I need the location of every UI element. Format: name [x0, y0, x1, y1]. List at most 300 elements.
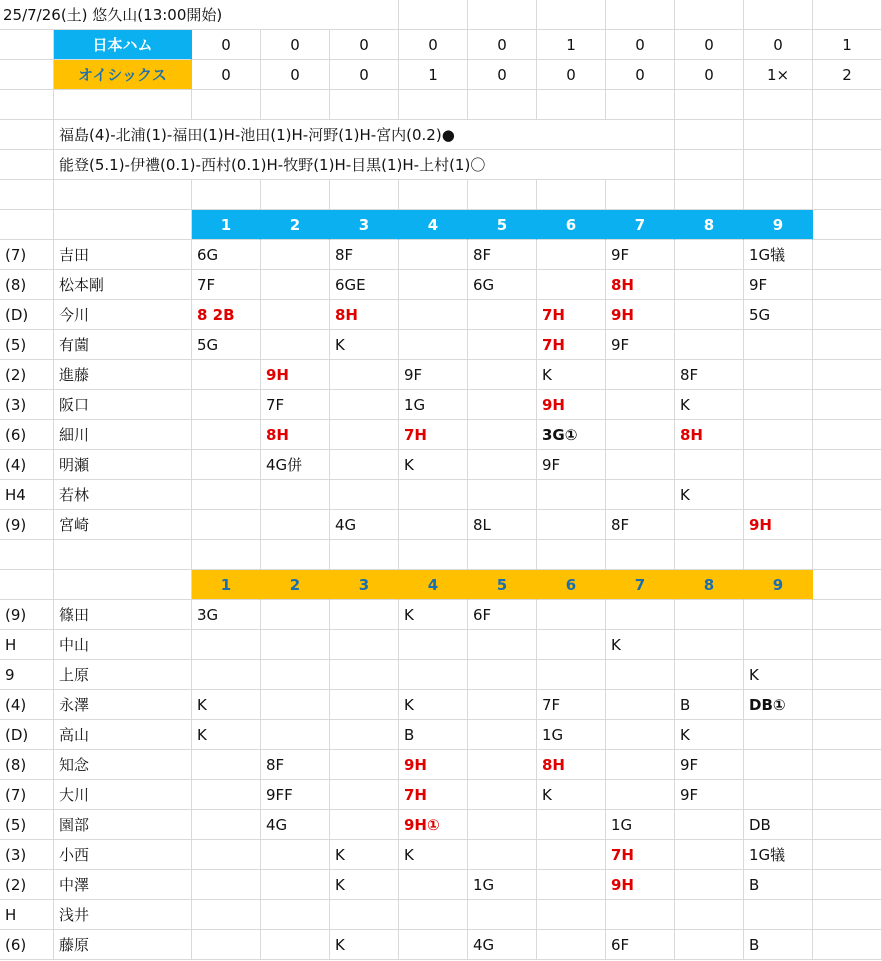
batter-name[interactable]: 浅井 — [54, 900, 192, 930]
cell[interactable] — [744, 720, 813, 750]
at-bat-result[interactable]: 7F — [192, 270, 261, 300]
inning-header[interactable]: 6 — [537, 570, 606, 600]
inning-header[interactable]: 4 — [399, 570, 468, 600]
cell[interactable] — [468, 720, 537, 750]
cell[interactable] — [813, 750, 882, 780]
cell[interactable] — [675, 270, 744, 300]
at-bat-result[interactable]: K — [399, 840, 468, 870]
cell[interactable] — [261, 330, 330, 360]
cell[interactable] — [399, 270, 468, 300]
cell[interactable] — [813, 900, 882, 930]
cell[interactable] — [606, 120, 675, 150]
at-bat-result[interactable]: K — [330, 870, 399, 900]
batter-position[interactable]: (9) — [0, 600, 54, 630]
batter-position[interactable]: H4 — [0, 480, 54, 510]
at-bat-result[interactable]: 1G — [537, 720, 606, 750]
cell[interactable] — [468, 390, 537, 420]
batter-position[interactable]: (D) — [0, 720, 54, 750]
linescore-score[interactable]: 0 — [261, 30, 330, 60]
at-bat-result[interactable]: 9H — [744, 510, 813, 540]
cell[interactable] — [813, 630, 882, 660]
cell[interactable] — [330, 420, 399, 450]
cell[interactable] — [399, 510, 468, 540]
at-bat-result[interactable]: 4G — [330, 510, 399, 540]
batter-position[interactable]: (4) — [0, 690, 54, 720]
cell[interactable] — [675, 840, 744, 870]
linescore-score[interactable]: 0 — [675, 60, 744, 90]
at-bat-result[interactable]: B — [675, 690, 744, 720]
at-bat-result[interactable]: 8F — [330, 240, 399, 270]
batter-position[interactable]: (6) — [0, 420, 54, 450]
inning-header[interactable]: 7 — [606, 570, 675, 600]
at-bat-result[interactable]: 8H — [675, 420, 744, 450]
cell[interactable] — [813, 270, 882, 300]
inning-header[interactable]: 2 — [261, 210, 330, 240]
cell[interactable] — [54, 540, 192, 570]
cell[interactable] — [813, 540, 882, 570]
cell[interactable] — [606, 540, 675, 570]
cell[interactable] — [675, 240, 744, 270]
cell[interactable] — [744, 630, 813, 660]
at-bat-result[interactable]: 7H — [537, 300, 606, 330]
batter-name[interactable]: 進藤 — [54, 360, 192, 390]
linescore-score[interactable]: 0 — [261, 60, 330, 90]
cell[interactable] — [675, 600, 744, 630]
at-bat-result[interactable]: 3G① — [537, 420, 606, 450]
batter-name[interactable]: 阪口 — [54, 390, 192, 420]
at-bat-result[interactable]: B — [744, 930, 813, 960]
cell[interactable] — [330, 540, 399, 570]
cell[interactable] — [606, 90, 675, 120]
inning-header[interactable]: 8 — [675, 210, 744, 240]
linescore-score[interactable]: 0 — [330, 60, 399, 90]
cell[interactable] — [192, 930, 261, 960]
cell[interactable] — [537, 540, 606, 570]
cell[interactable] — [537, 870, 606, 900]
cell[interactable] — [813, 330, 882, 360]
batter-position[interactable]: (9) — [0, 510, 54, 540]
pitcher-line[interactable]: 能登(5.1)-伊禮(0.1)-西村(0.1)H-牧野(1)H-目黒(1)H-上村(1)〇 — [54, 150, 606, 180]
at-bat-result[interactable]: 9F — [675, 750, 744, 780]
cell[interactable] — [537, 810, 606, 840]
batter-name[interactable]: 細川 — [54, 420, 192, 450]
cell[interactable] — [399, 930, 468, 960]
cell[interactable] — [813, 570, 882, 600]
at-bat-result[interactable]: 8F — [468, 240, 537, 270]
cell[interactable] — [813, 780, 882, 810]
cell[interactable] — [399, 330, 468, 360]
inning-header[interactable]: 3 — [330, 570, 399, 600]
at-bat-result[interactable]: 9F — [399, 360, 468, 390]
cell[interactable] — [813, 0, 882, 30]
at-bat-result[interactable]: K — [537, 780, 606, 810]
cell[interactable] — [192, 870, 261, 900]
at-bat-result[interactable]: 1G — [606, 810, 675, 840]
inning-header[interactable]: 7 — [606, 210, 675, 240]
batter-name[interactable]: 永澤 — [54, 690, 192, 720]
cell[interactable] — [399, 900, 468, 930]
cell[interactable] — [54, 90, 192, 120]
cell[interactable] — [675, 870, 744, 900]
cell[interactable] — [330, 780, 399, 810]
at-bat-result[interactable]: 4G — [261, 810, 330, 840]
cell[interactable] — [744, 480, 813, 510]
cell[interactable] — [813, 660, 882, 690]
cell[interactable] — [54, 570, 192, 600]
cell[interactable] — [744, 120, 813, 150]
at-bat-result[interactable]: 8H — [606, 270, 675, 300]
cell[interactable] — [330, 360, 399, 390]
at-bat-result[interactable]: 8F — [675, 360, 744, 390]
at-bat-result[interactable]: K — [192, 690, 261, 720]
batter-position[interactable]: (5) — [0, 810, 54, 840]
batter-name[interactable]: 知念 — [54, 750, 192, 780]
at-bat-result[interactable]: K — [744, 660, 813, 690]
batter-name[interactable]: 中澤 — [54, 870, 192, 900]
cell[interactable] — [468, 750, 537, 780]
cell[interactable] — [330, 810, 399, 840]
at-bat-result[interactable]: 9H① — [399, 810, 468, 840]
cell[interactable] — [261, 630, 330, 660]
cell[interactable] — [744, 0, 813, 30]
cell[interactable] — [330, 750, 399, 780]
cell[interactable] — [813, 510, 882, 540]
linescore-score[interactable]: 0 — [606, 30, 675, 60]
inning-header[interactable]: 9 — [744, 210, 813, 240]
at-bat-result[interactable]: K — [537, 360, 606, 390]
at-bat-result[interactable]: 6F — [468, 600, 537, 630]
cell[interactable] — [744, 750, 813, 780]
at-bat-result[interactable]: K — [399, 450, 468, 480]
cell[interactable] — [675, 630, 744, 660]
cell[interactable] — [813, 240, 882, 270]
linescore-score[interactable]: 0 — [192, 60, 261, 90]
cell[interactable] — [606, 780, 675, 810]
cell[interactable] — [813, 360, 882, 390]
at-bat-result[interactable]: 9F — [606, 330, 675, 360]
batter-position[interactable]: (8) — [0, 270, 54, 300]
linescore-score[interactable]: 1× — [744, 60, 813, 90]
cell[interactable] — [606, 750, 675, 780]
cell[interactable] — [192, 510, 261, 540]
inning-header[interactable]: 1 — [192, 570, 261, 600]
cell[interactable] — [468, 90, 537, 120]
at-bat-result[interactable]: 1G犠 — [744, 240, 813, 270]
cell[interactable] — [537, 840, 606, 870]
at-bat-result[interactable]: 7F — [261, 390, 330, 420]
cell[interactable] — [192, 810, 261, 840]
batter-position[interactable]: (2) — [0, 360, 54, 390]
linescore-score[interactable]: 0 — [606, 60, 675, 90]
at-bat-result[interactable]: K — [399, 690, 468, 720]
linescore-score[interactable]: 0 — [675, 30, 744, 60]
cell[interactable] — [0, 180, 54, 210]
cell[interactable] — [537, 660, 606, 690]
at-bat-result[interactable]: 5G — [744, 300, 813, 330]
cell[interactable] — [813, 450, 882, 480]
at-bat-result[interactable]: 9FF — [261, 780, 330, 810]
cell[interactable] — [537, 600, 606, 630]
batter-position[interactable]: (6) — [0, 930, 54, 960]
cell[interactable] — [744, 180, 813, 210]
cell[interactable] — [468, 810, 537, 840]
at-bat-result[interactable]: 9F — [606, 240, 675, 270]
cell[interactable] — [192, 450, 261, 480]
linescore-score[interactable]: 0 — [330, 30, 399, 60]
cell[interactable] — [468, 690, 537, 720]
cell[interactable] — [330, 900, 399, 930]
linescore-score[interactable]: 1 — [399, 60, 468, 90]
cell[interactable] — [261, 510, 330, 540]
at-bat-result[interactable]: 9H — [606, 300, 675, 330]
cell[interactable] — [813, 600, 882, 630]
batter-name[interactable]: 大川 — [54, 780, 192, 810]
cell[interactable] — [606, 0, 675, 30]
cell[interactable] — [192, 780, 261, 810]
cell[interactable] — [606, 420, 675, 450]
cell[interactable] — [606, 690, 675, 720]
cell[interactable] — [261, 180, 330, 210]
cell[interactable] — [744, 540, 813, 570]
cell[interactable] — [744, 150, 813, 180]
at-bat-result[interactable]: K — [330, 840, 399, 870]
at-bat-result[interactable]: K — [330, 930, 399, 960]
cell[interactable] — [744, 450, 813, 480]
cell[interactable] — [537, 180, 606, 210]
cell[interactable] — [606, 180, 675, 210]
cell[interactable] — [261, 270, 330, 300]
inning-header[interactable]: 5 — [468, 570, 537, 600]
cell[interactable] — [675, 180, 744, 210]
pitcher-line[interactable]: 福島(4)-北浦(1)-福田(1)H-池田(1)H-河野(1)H-宮内(0.2)● — [54, 120, 606, 150]
batter-name[interactable]: 高山 — [54, 720, 192, 750]
batter-name[interactable]: 今川 — [54, 300, 192, 330]
cell[interactable] — [675, 300, 744, 330]
cell[interactable] — [330, 450, 399, 480]
batter-name[interactable]: 園部 — [54, 810, 192, 840]
at-bat-result[interactable]: K — [399, 600, 468, 630]
at-bat-result[interactable]: 4G併 — [261, 450, 330, 480]
cell[interactable] — [675, 90, 744, 120]
inning-header[interactable]: 6 — [537, 210, 606, 240]
cell[interactable] — [813, 420, 882, 450]
cell[interactable] — [330, 690, 399, 720]
inning-header[interactable]: 8 — [675, 570, 744, 600]
cell[interactable] — [606, 900, 675, 930]
batter-position[interactable]: H — [0, 900, 54, 930]
cell[interactable] — [192, 900, 261, 930]
page-title[interactable]: 25/7/26(土) 悠久山(13:00開始) — [0, 0, 330, 30]
at-bat-result[interactable]: 9F — [744, 270, 813, 300]
cell[interactable] — [0, 60, 54, 90]
cell[interactable] — [468, 360, 537, 390]
cell[interactable] — [606, 150, 675, 180]
cell[interactable] — [399, 300, 468, 330]
cell[interactable] — [261, 90, 330, 120]
batter-name[interactable]: 松本剛 — [54, 270, 192, 300]
cell[interactable] — [468, 780, 537, 810]
cell[interactable] — [192, 180, 261, 210]
inning-header[interactable]: 9 — [744, 570, 813, 600]
linescore-score[interactable]: 0 — [468, 30, 537, 60]
cell[interactable] — [261, 240, 330, 270]
cell[interactable] — [0, 120, 54, 150]
linescore-score[interactable]: 1 — [537, 30, 606, 60]
team-name[interactable]: オイシックス — [54, 60, 192, 90]
cell[interactable] — [468, 540, 537, 570]
at-bat-result[interactable]: 7H — [537, 330, 606, 360]
cell[interactable] — [537, 480, 606, 510]
cell[interactable] — [468, 420, 537, 450]
cell[interactable] — [0, 540, 54, 570]
cell[interactable] — [537, 900, 606, 930]
batter-position[interactable]: (4) — [0, 450, 54, 480]
cell[interactable] — [813, 150, 882, 180]
cell[interactable] — [606, 390, 675, 420]
batter-name[interactable]: 藤原 — [54, 930, 192, 960]
cell[interactable] — [192, 480, 261, 510]
cell[interactable] — [675, 540, 744, 570]
at-bat-result[interactable]: 4G — [468, 930, 537, 960]
batter-position[interactable]: (8) — [0, 750, 54, 780]
cell[interactable] — [330, 660, 399, 690]
batter-position[interactable]: (D) — [0, 300, 54, 330]
batter-position[interactable]: (7) — [0, 240, 54, 270]
at-bat-result[interactable]: K — [675, 480, 744, 510]
batter-name[interactable]: 上原 — [54, 660, 192, 690]
cell[interactable] — [468, 300, 537, 330]
cell[interactable] — [675, 120, 744, 150]
cell[interactable] — [261, 930, 330, 960]
cell[interactable] — [675, 330, 744, 360]
at-bat-result[interactable]: 8L — [468, 510, 537, 540]
cell[interactable] — [744, 900, 813, 930]
cell[interactable] — [744, 90, 813, 120]
cell[interactable] — [468, 0, 537, 30]
cell[interactable] — [399, 630, 468, 660]
cell[interactable] — [537, 630, 606, 660]
cell[interactable] — [261, 840, 330, 870]
cell[interactable] — [537, 930, 606, 960]
batter-name[interactable]: 吉田 — [54, 240, 192, 270]
cell[interactable] — [192, 660, 261, 690]
cell[interactable] — [192, 390, 261, 420]
linescore-score[interactable]: 0 — [744, 30, 813, 60]
at-bat-result[interactable]: 6G — [192, 240, 261, 270]
at-bat-result[interactable]: K — [675, 720, 744, 750]
cell[interactable] — [399, 870, 468, 900]
team-name[interactable]: 日本ハム — [54, 30, 192, 60]
cell[interactable] — [468, 900, 537, 930]
cell[interactable] — [675, 660, 744, 690]
cell[interactable] — [330, 720, 399, 750]
cell[interactable] — [468, 660, 537, 690]
cell[interactable] — [744, 600, 813, 630]
cell[interactable] — [330, 90, 399, 120]
at-bat-result[interactable]: K — [192, 720, 261, 750]
cell[interactable] — [813, 690, 882, 720]
at-bat-result[interactable]: K — [330, 330, 399, 360]
cell[interactable] — [675, 510, 744, 540]
cell[interactable] — [606, 360, 675, 390]
batter-position[interactable]: (5) — [0, 330, 54, 360]
cell[interactable] — [399, 240, 468, 270]
cell[interactable] — [813, 300, 882, 330]
batter-position[interactable]: (7) — [0, 780, 54, 810]
batter-name[interactable]: 篠田 — [54, 600, 192, 630]
cell[interactable] — [675, 810, 744, 840]
at-bat-result[interactable]: 1G犠 — [744, 840, 813, 870]
cell[interactable] — [399, 0, 468, 30]
at-bat-result[interactable]: B — [744, 870, 813, 900]
at-bat-result[interactable]: 7H — [399, 780, 468, 810]
at-bat-result[interactable]: 6GE — [330, 270, 399, 300]
at-bat-result[interactable]: 9H — [261, 360, 330, 390]
cell[interactable] — [606, 660, 675, 690]
cell[interactable] — [813, 810, 882, 840]
cell[interactable] — [192, 540, 261, 570]
cell[interactable] — [813, 930, 882, 960]
cell[interactable] — [399, 660, 468, 690]
cell[interactable] — [744, 330, 813, 360]
cell[interactable] — [399, 540, 468, 570]
cell[interactable] — [675, 0, 744, 30]
at-bat-result[interactable]: 3G — [192, 600, 261, 630]
cell[interactable] — [468, 630, 537, 660]
at-bat-result[interactable]: 9H — [399, 750, 468, 780]
cell[interactable] — [813, 120, 882, 150]
cell[interactable] — [675, 150, 744, 180]
cell[interactable] — [192, 360, 261, 390]
cell[interactable] — [330, 600, 399, 630]
cell[interactable] — [468, 450, 537, 480]
cell[interactable] — [399, 180, 468, 210]
batter-position[interactable]: (3) — [0, 840, 54, 870]
cell[interactable] — [54, 210, 192, 240]
linescore-score[interactable]: 0 — [399, 30, 468, 60]
cell[interactable] — [744, 390, 813, 420]
cell[interactable] — [261, 720, 330, 750]
cell[interactable] — [744, 360, 813, 390]
at-bat-result[interactable]: 8 2B — [192, 300, 261, 330]
batter-name[interactable]: 若林 — [54, 480, 192, 510]
at-bat-result[interactable]: 5G — [192, 330, 261, 360]
cell[interactable] — [606, 600, 675, 630]
at-bat-result[interactable]: 7H — [399, 420, 468, 450]
at-bat-result[interactable]: DB — [744, 810, 813, 840]
cell[interactable] — [54, 180, 192, 210]
batter-name[interactable]: 小西 — [54, 840, 192, 870]
linescore-score[interactable]: 2 — [813, 60, 882, 90]
at-bat-result[interactable]: 9H — [606, 870, 675, 900]
cell[interactable] — [330, 630, 399, 660]
cell[interactable] — [330, 0, 399, 30]
cell[interactable] — [192, 840, 261, 870]
cell[interactable] — [537, 240, 606, 270]
cell[interactable] — [675, 900, 744, 930]
cell[interactable] — [0, 570, 54, 600]
at-bat-result[interactable]: 9H — [537, 390, 606, 420]
batter-name[interactable]: 明瀬 — [54, 450, 192, 480]
inning-header[interactable]: 3 — [330, 210, 399, 240]
cell[interactable] — [813, 90, 882, 120]
cell[interactable] — [813, 480, 882, 510]
at-bat-result[interactable]: 6F — [606, 930, 675, 960]
cell[interactable] — [537, 90, 606, 120]
at-bat-result[interactable]: 9F — [537, 450, 606, 480]
cell[interactable] — [468, 180, 537, 210]
batter-name[interactable]: 中山 — [54, 630, 192, 660]
